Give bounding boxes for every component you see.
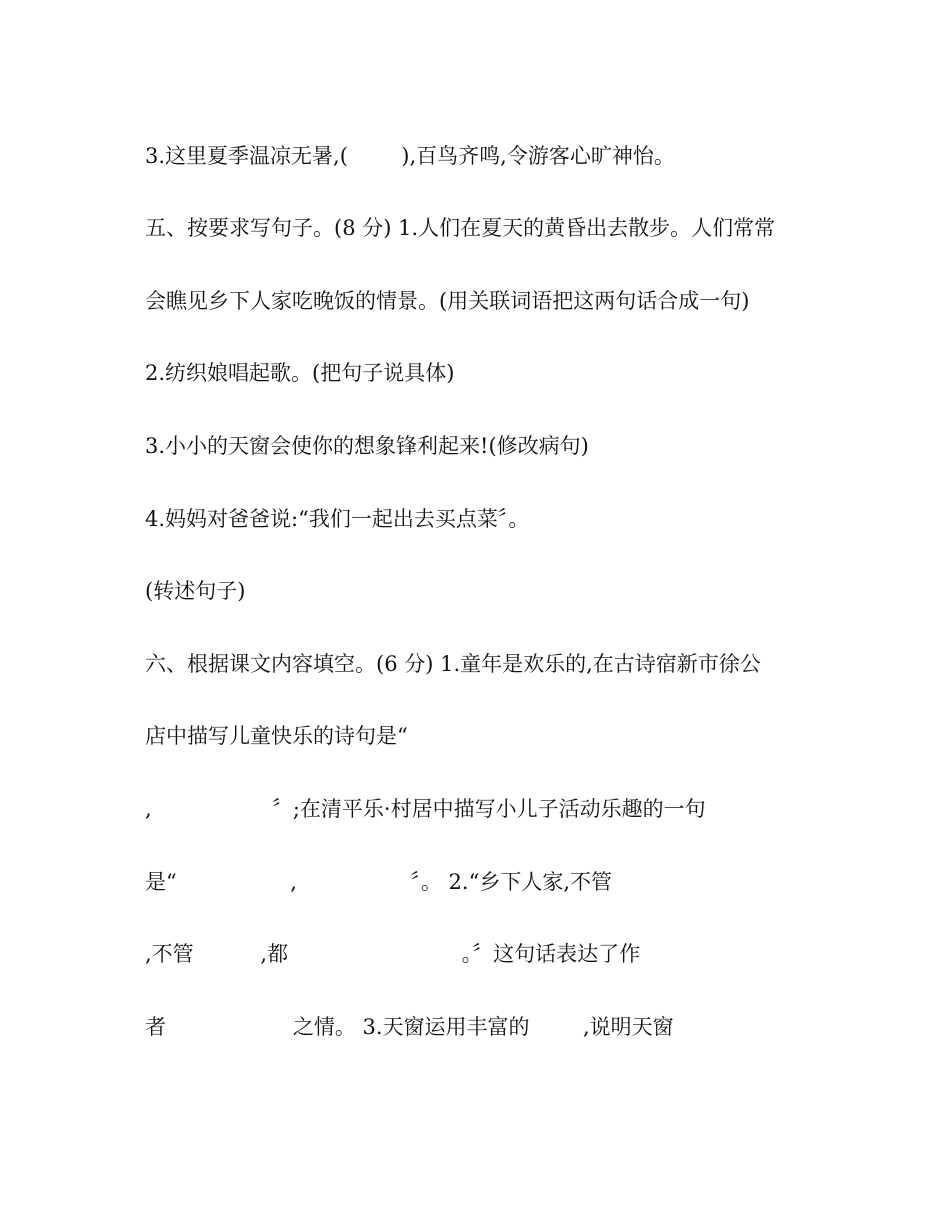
text-line-4: 2.纺织娘唱起歌。(把句子说具体) xyxy=(145,361,455,385)
text-line-1: 3.这里夏季温凉无暑,( ),百鸟齐鸣,令游客心旷神怡。 xyxy=(145,144,675,168)
text-line-5: 3.小小的天窗会使你的想象锋利起来!(修改病句) xyxy=(145,434,589,458)
text-line-6: 4.妈妈对爸爸说:“我们一起出去买点菜〞。 xyxy=(145,507,530,531)
text-line-7: (转述句子) xyxy=(145,579,246,603)
text-line-10: , 〞;在清平乐·村居中描写小儿子活动乐趣的一句 xyxy=(145,797,706,821)
text-line-2: 五、按要求写句子。(8 分) 1.人们在夏天的黄昏出去散步。人们常常 xyxy=(145,216,776,240)
text-line-8: 六、根据课文内容填空。(6 分) 1.童年是欢乐的,在古诗宿新市徐公 xyxy=(145,652,761,676)
text-line-11: 是“ , 〞。 2.“乡下人家,不管 xyxy=(145,870,612,894)
text-line-12: ,不管 ,都 。〞这句话表达了作 xyxy=(145,942,641,966)
text-line-9: 店中描写儿童快乐的诗句是“ xyxy=(145,724,408,748)
text-line-13: 者 之情。 3.天窗运用丰富的 ,说明天窗 xyxy=(145,1015,674,1039)
text-line-3: 会瞧见乡下人家吃晚饭的情景。(用关联词语把这两句话合成一句) xyxy=(145,289,750,313)
